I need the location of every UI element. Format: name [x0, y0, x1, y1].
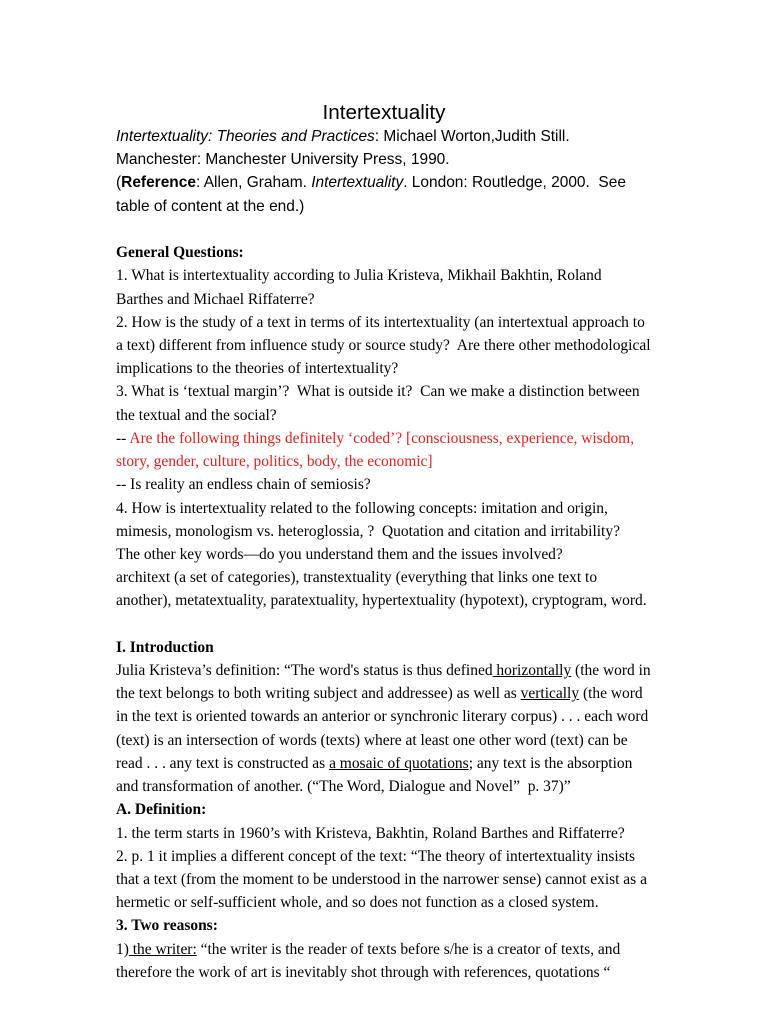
kristeva-quote-line [116, 682, 652, 705]
underlined-term: vertically [520, 685, 580, 703]
definition-line: 2. p. 1 it implies a different concept of the text: “The theory of intertextuality insists [116, 847, 636, 865]
definition-line: hermetic or self-sufficient whole, and so does not function as a closed system. [116, 894, 599, 912]
section-heading-introduction: I. Introduction [116, 638, 214, 656]
coded-question-highlight: story, gender, culture, politics, body, the economic] [116, 453, 433, 471]
coded-question-line [116, 427, 652, 450]
citation-line-book [116, 125, 652, 148]
definition-line: that a text (from the moment to be understood in the narrower sense) cannot exist as a [116, 871, 647, 888]
question-4-line: another), metatextuality, paratextuality, hypertextuality (hypotext), cryptogram, word. [116, 592, 647, 610]
question-3-line: the textual and the social? [116, 406, 277, 424]
citation-line-publisher: Manchester: Manchester University Press, 1990. [116, 151, 450, 169]
book-authors: : Michael Worton,Judith Still. [374, 128, 570, 145]
citation-line-reference [116, 171, 652, 194]
document-body [116, 125, 652, 984]
question-2-line: a text) different from influence study or source study? Are there other methodological [116, 336, 651, 354]
reference-details: . London: Routledge, 2000. See [403, 174, 626, 192]
book-title: Intertextuality: Theories and Practices [116, 128, 375, 145]
kristeva-quote-line: and transformation of another. (“The Word, Dialogue and Novel” p. 37)” [116, 778, 571, 796]
kristeva-quote-line [116, 659, 652, 682]
citation-line-note: table of content at the end.) [116, 197, 305, 215]
question-1-line: 1. What is intertextuality according to Julia Kristeva, Mikhail Bakhtin, Roland [116, 267, 602, 285]
question-4-line: 4. How is intertextuality related to the following concepts: imitation and origin, [116, 499, 608, 517]
reference-author: : Allen, Graham. [195, 174, 312, 192]
quote-text: (the word [579, 685, 643, 703]
kristeva-quote-line: in the text is oriented towards an anterior or synchronic literary corpus) . . . each word [116, 708, 649, 726]
kristeva-quote-line: (text) is an intersection of words (texts) where at least one other word (text) can be [116, 731, 628, 749]
quote-text: (the word in [571, 662, 651, 680]
section-heading-general-questions: General Questions: [116, 244, 244, 262]
coded-dash: -- [116, 429, 130, 447]
reason-number: 1) [116, 940, 129, 958]
question-4-line: mimesis, monologism vs. heteroglossia, ? Quotation and citation and irritability? [116, 522, 620, 540]
underlined-term: the writer: [128, 940, 197, 958]
question-2-line: 2. How is the study of a text in terms of its intertextuality (an intertextual approach to [116, 313, 645, 331]
question-3-line: 3. What is ‘textual margin’? What is outside it? Can we make a distinction between [116, 383, 640, 401]
kristeva-quote-line [116, 752, 652, 775]
subsection-heading-definition: A. Definition: [116, 801, 207, 819]
definition-line: 1. the term starts in 1960’s with Kristeva, Bakhtin, Roland Barthes and Riffaterre? [116, 824, 625, 842]
coded-question-highlight: Are the following things definitely ‘coded’? [consciousness, experience, wisdom, [129, 429, 635, 447]
quote-text: Julia Kristeva’s definition: “The word's status is thus defined [116, 662, 493, 680]
quote-text: read . . . any text is constructed as [116, 754, 330, 772]
question-4-line: The other key words—do you understand them and the issues involved? [116, 545, 563, 563]
semiosis-question-line: -- Is reality an endless chain of semiosis? [116, 476, 371, 494]
reason-line [116, 938, 652, 961]
blank-line [116, 218, 652, 241]
question-1-line: Barthes and Michael Riffaterre? [116, 290, 315, 308]
question-4-line: architext (a set of categories), transtextuality (everything that links one text to [116, 569, 598, 587]
underlined-term: a mosaic of quotations [329, 754, 469, 772]
reference-label: Reference [121, 174, 196, 192]
blank-line [116, 613, 652, 636]
subsection-heading-two-reasons: 3. Two reasons: [116, 917, 218, 935]
quote-text: the text belongs to both writing subject and addressee) as well as [116, 685, 521, 703]
question-2-line: implications to the theories of intertextuality? [116, 360, 399, 378]
reference-title: Intertextuality [311, 174, 404, 192]
document-title: Intertextuality [322, 101, 446, 124]
reference-open-paren: ( [116, 174, 122, 192]
coded-question-line [116, 450, 652, 473]
quote-text: ; any text is the absorption [468, 754, 633, 772]
reason-line: therefore the work of art is inevitably shot through with references, quotations “ [116, 963, 611, 981]
underlined-term: horizontally [492, 662, 572, 680]
reason-text: “the writer is the reader of texts before s/he is a creator of texts, and [196, 940, 621, 958]
